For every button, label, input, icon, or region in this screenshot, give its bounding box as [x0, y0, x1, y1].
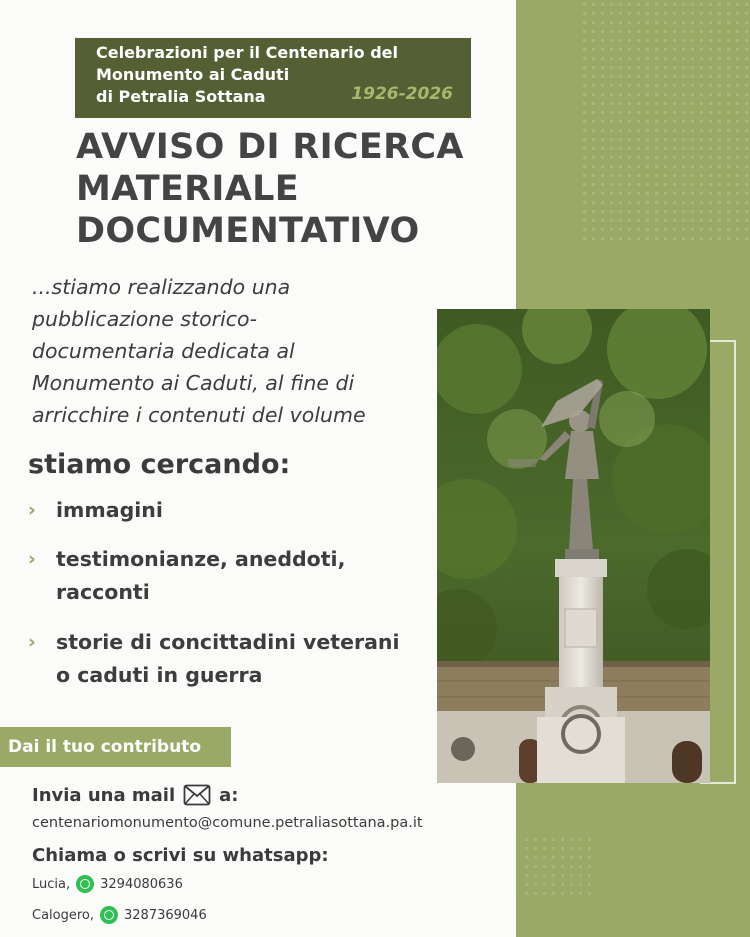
- contact-phone[interactable]: 3287369046: [124, 907, 207, 923]
- list-item-label: storie di concittadini veterani o caduti in guerra: [56, 630, 400, 687]
- looking-for-heading: stiamo cercando:: [28, 449, 291, 480]
- list-item-label: testimonianze, aneddoti, racconti: [56, 547, 346, 604]
- contact-row: [32, 906, 207, 924]
- whatsapp-icon: [76, 875, 94, 893]
- dot-pattern: [580, 0, 750, 240]
- mail-suffix: a:: [219, 784, 239, 806]
- list-item-label: immagini: [56, 498, 163, 522]
- intro-text: ...stiamo realizzando una pubblicazione storico- documentaria dedicata al Monumento ai Caduti, al fine di arricchire i contenuti del volume: [32, 275, 366, 427]
- mail-label: Invia una mail: [32, 784, 176, 806]
- envelope-icon: [183, 784, 211, 806]
- contribute-banner: Dai il tuo contributo: [0, 727, 231, 767]
- monument-photo: [437, 309, 710, 783]
- header-title: Celebrazioni per il Centenario del Monumento ai Caduti di Petralia Sottana: [96, 43, 399, 106]
- chevron-right-icon: ›: [28, 499, 36, 521]
- page-title: AVVISO DI RICERCA MATERIALE DOCUMENTATIVO: [76, 127, 464, 251]
- email-address[interactable]: centenariomonumento@comune.petraliasottana.pa.it: [32, 815, 423, 831]
- contact-name: Lucia,: [32, 876, 71, 892]
- mail-instruction: [32, 784, 238, 806]
- header-years: 1926-2026: [351, 84, 453, 104]
- dot-pattern-bottom: [522, 835, 592, 895]
- contact-phone[interactable]: 3294080636: [100, 876, 183, 892]
- call-instruction: Chiama o scrivi su whatsapp:: [32, 845, 329, 866]
- whatsapp-icon: [100, 906, 118, 924]
- chevron-right-icon: ›: [28, 548, 36, 570]
- header-banner: [75, 38, 471, 118]
- contact-row: [32, 875, 183, 893]
- chevron-right-icon: ›: [28, 631, 36, 653]
- contact-name: Calogero,: [32, 907, 95, 923]
